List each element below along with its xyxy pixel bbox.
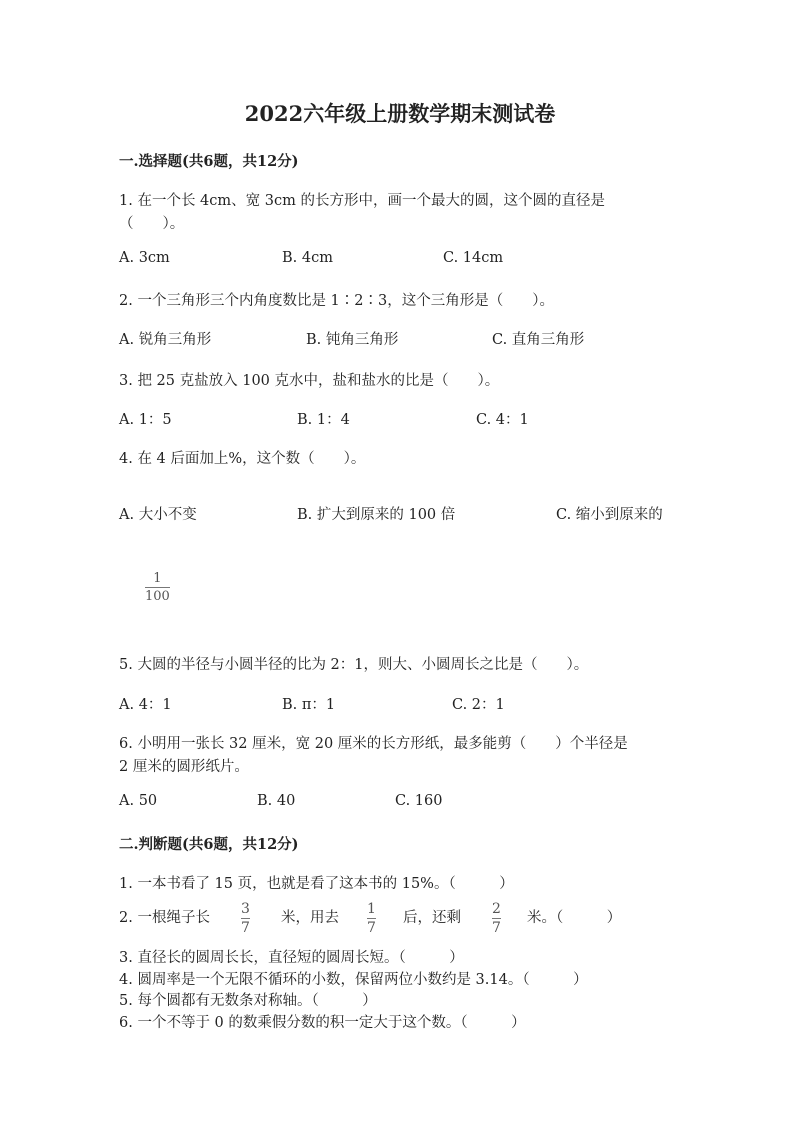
judgement-5: 5. 每个圆都有无数条对称轴。（ ） (119, 993, 377, 1009)
judgement-4: 4. 圆周率是一个无限不循环的小数，保留两位小数约是 3.14。（ ） (119, 972, 588, 988)
question-5-text: 5. 大圆的半径与小圆半径的比为 2：1，则大、小圆周长之比是（ ）。 (119, 657, 589, 673)
fraction-numerator: 3 (241, 901, 250, 917)
judgement-3: 3. 直径长的圆周长长，直径短的圆周长短。（ ） (119, 950, 464, 966)
question-4-fraction (145, 567, 170, 604)
question-5-option-c: C. 2：1 (452, 697, 505, 713)
fraction-denominator: 7 (367, 920, 376, 936)
question-6-text-cont: 2 厘米的圆形纸片。 (119, 759, 249, 775)
question-6-option-c: C. 160 (395, 793, 443, 809)
judgement-2-mid-2: 后，还剩 (403, 910, 461, 926)
fraction-numerator: 1 (367, 901, 376, 917)
question-3-text: 3. 把 25 克盐放入 100 克水中，盐和盐水的比是（ ）。 (119, 373, 500, 389)
question-3-option-a: A. 1：5 (119, 412, 172, 428)
question-1-text: 1. 在一个长 4cm、宽 3cm 的长方形中，画一个最大的圆，这个圆的直径是 (119, 193, 605, 209)
question-4-text: 4. 在 4 后面加上%，这个数（ ）。 (119, 451, 366, 467)
fraction-numerator: 1 (153, 571, 162, 586)
question-4-option-a: A. 大小不变 (119, 507, 197, 523)
question-6-option-a: A. 50 (119, 793, 158, 809)
question-2-option-a: A. 锐角三角形 (119, 332, 212, 348)
question-1-option-c: C. 14cm (443, 250, 504, 266)
question-3-option-b: B. 1：4 (297, 412, 350, 428)
section-heading-judgement: 二.判断题(共6题，共12分) (119, 836, 299, 853)
judgement-2-mid-1: 米，用去 (281, 910, 339, 926)
question-4-option-b: B. 扩大到原来的 100 倍 (297, 507, 456, 523)
question-3-option-c: C. 4：1 (476, 412, 529, 428)
question-1-option-b: B. 4cm (282, 250, 333, 266)
judgement-2-prefix: 2. 一根绳子长 (119, 910, 210, 926)
judgement-2-suffix: 米。（ ） (527, 910, 622, 926)
fraction-numerator: 2 (492, 901, 501, 917)
judgement-6: 6. 一个不等于 0 的数乘假分数的积一定大于这个数。（ ） (119, 1015, 526, 1031)
question-5-option-b: B. π：1 (282, 697, 336, 713)
question-1-text-cont: （ ）。 (119, 216, 185, 232)
fraction-denominator: 100 (145, 589, 170, 604)
question-6-option-b: B. 40 (257, 793, 296, 809)
judgement-1: 1. 一本书看了 15 页，也就是看了这本书的 15%。（ ） (119, 876, 514, 892)
judgement-2-fraction-3 (492, 898, 501, 936)
question-2-option-b: B. 钝角三角形 (306, 332, 399, 348)
judgement-2-fraction-1 (241, 898, 250, 936)
question-5-option-a: A. 4：1 (119, 697, 172, 713)
page-title: 2022六年级上册数学期末测试卷 (244, 101, 556, 126)
fraction-denominator: 7 (492, 920, 501, 936)
judgement-2-fraction-2 (367, 898, 376, 936)
section-heading-choice: 一.选择题(共6题，共12分) (119, 153, 299, 170)
fraction-denominator: 7 (241, 920, 250, 936)
question-6-text: 6. 小明用一张长 32 厘米，宽 20 厘米的长方形纸，最多能剪（ ）个半径是 (119, 736, 628, 752)
question-1-option-a: A. 3cm (119, 250, 170, 266)
question-2-option-c: C. 直角三角形 (492, 332, 585, 348)
question-4-option-c: C. 缩小到原来的 (556, 507, 663, 523)
question-2-text: 2. 一个三角形三个内角度数比是 1∶2∶3，这个三角形是（ ）。 (119, 293, 554, 309)
